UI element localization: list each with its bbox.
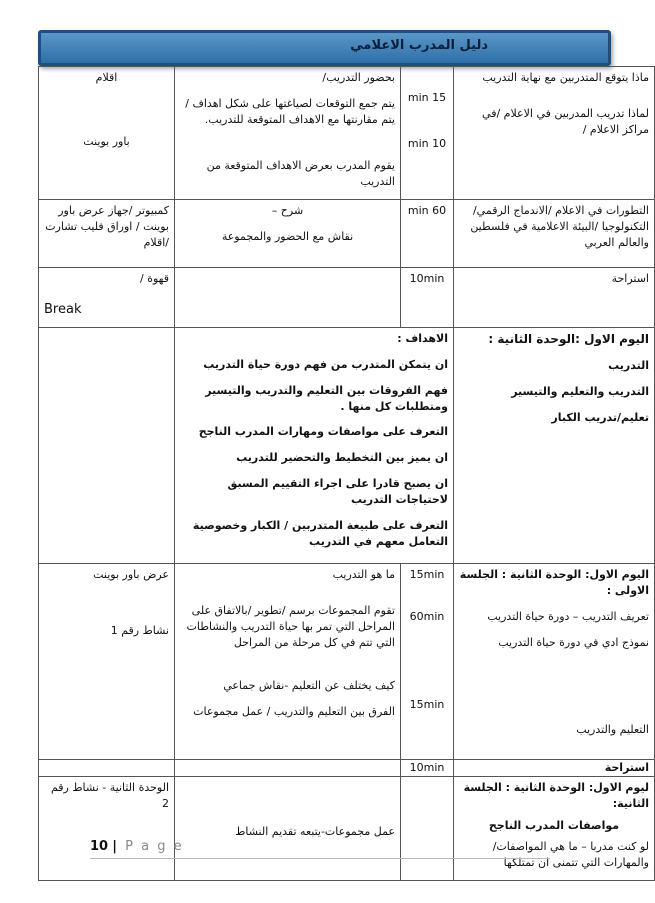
objectives-heading: الاهداف : <box>397 331 448 345</box>
method-text: نقاش مع الحضور والمجموعة <box>221 229 354 243</box>
tools-text: Break <box>44 301 82 317</box>
topic-text: تعليم/تدريب الكبار <box>551 410 649 424</box>
topic-text: لو كنت مدربا – ما هي المواصفات/والمهارات التي تتمنى ان تمتلكها <box>492 840 649 870</box>
tools-cell <box>39 67 175 200</box>
method-cell <box>175 759 401 776</box>
topic-text: التطورات في الاعلام /الاندماج الرقمي/التكنولوجيا /البيئة الاعلامية في فلسطين والعالم العربي <box>470 203 649 249</box>
topic-cell <box>454 759 655 776</box>
tools-text: الوحدة الثانية - نشاط رقم 2 <box>50 780 169 810</box>
topic-cell <box>454 776 655 881</box>
topic-cell <box>454 199 655 267</box>
duration-text: 15min <box>409 567 445 581</box>
session-heading: اليوم الاول: الوحدة الثانية : الجلسة الاولى : <box>459 567 649 597</box>
topic-text: لماذا تدريب المدربين في الاعلام /في مراكز الاعلام / <box>482 106 649 136</box>
objective-text: فهم الفروقات بين التعليم والتدريب والتيسير ومتطلبات كل منها . <box>205 383 448 413</box>
tools-cell <box>39 327 175 563</box>
title-banner <box>38 30 611 66</box>
method-cell <box>175 563 401 759</box>
topic-text: استراحة <box>611 271 649 285</box>
time-cell <box>401 199 454 267</box>
duration-text: 15 min <box>407 91 447 104</box>
objective-text: التعرف على طبيعة المتدربين / الكبار وخصوصية التعامل معهم في التدريب <box>192 519 448 549</box>
method-cell <box>175 776 401 881</box>
topic-text: استراحة <box>604 760 649 774</box>
objective-text: ان يميز بين التخطيط والتحضير للتدريب <box>236 451 448 465</box>
tools-text: اقلام <box>95 71 118 84</box>
tools-text: باور بوينت <box>83 134 130 148</box>
method-cell <box>175 267 401 327</box>
objective-text: ان يصبح قادرا على اجراء التقييم المسبق لاحتياجات التدريب <box>227 477 448 507</box>
method-text: عمل مجموعات-يتبعه تقديم النشاط <box>235 824 395 838</box>
tools-cell <box>39 776 175 881</box>
tools-text: كمبيوتر /جهاز عرض باور بوينت / اوراق فليب تشارت /اقلام <box>45 203 169 249</box>
method-text: يتم جمع التوقعات لصياغتها على شكل اهداف / يتم مقارنتها مع الاهداف المتوقعة للتدريب. <box>185 96 395 126</box>
table-row <box>39 759 655 776</box>
topic-text: ماذا يتوقع المتدربين مع نهاية التدريب <box>482 71 649 84</box>
duration-text: 10min <box>409 271 445 285</box>
topic-cell <box>454 67 655 200</box>
topic-text: التدريب والتعليم والتيسير <box>511 385 649 399</box>
table-row <box>39 67 655 200</box>
page-label: P a g e <box>125 839 184 854</box>
topic-text: التدريب <box>608 359 649 373</box>
duration-text: 60min <box>409 609 445 623</box>
duration-text: 60 min <box>407 203 447 217</box>
tools-text: نشاط رقم 1 <box>110 623 169 637</box>
method-cell <box>175 199 401 267</box>
method-text: يقوم المدرب بعرض الاهداف المتوقعة من التدريب <box>206 158 395 188</box>
time-cell <box>401 759 454 776</box>
topic-text: التعليم والتدريب <box>576 723 649 737</box>
topic-text: تعريف التدريب – دورة حياة التدريب <box>487 609 649 623</box>
table-row <box>39 267 655 327</box>
method-cell <box>175 327 454 563</box>
duration-text: 15min <box>409 697 445 711</box>
training-schedule-table <box>38 66 655 881</box>
objective-text: ان يتمكن المتدرب من فهم دورة حياة التدريب <box>203 357 448 371</box>
topic-text: مواصفات المدرب الناجح <box>488 818 620 832</box>
objective-text: التعرف على مواصفات ومهارات المدرب الناجح <box>198 425 448 439</box>
time-cell <box>401 267 454 327</box>
tools-cell <box>39 563 175 759</box>
duration-text: 10min <box>409 760 445 774</box>
tools-cell <box>39 199 175 267</box>
page-footer <box>90 839 184 854</box>
tools-text: عرض باور بوينت <box>93 567 169 581</box>
time-cell <box>401 776 454 881</box>
method-cell <box>175 67 401 200</box>
session-heading: ليوم الاول: الوحدة الثانية : الجلسة الثانية: <box>463 780 649 810</box>
page-separator: | <box>112 839 117 854</box>
method-text: تقوم المجموعات برسم /تطوير /بالاتفاق على المراحل التي تمر بها حياة التدريب والنشاطات التي تتم في كل مرحلة من المراحل <box>186 603 395 649</box>
table-row <box>39 563 655 759</box>
topic-cell <box>454 267 655 327</box>
time-cell <box>401 563 454 759</box>
method-text: الفرق بين التعليم والتدريب / عمل مجموعات <box>193 705 395 719</box>
document-title: دليل المدرب الاعلامي <box>350 38 488 53</box>
footer-divider <box>90 858 550 859</box>
tools-cell <box>39 759 175 776</box>
topic-heading: اليوم الاول :الوحدة الثانية : <box>488 331 649 346</box>
table-row <box>39 327 655 563</box>
method-text: شرح – <box>271 203 304 217</box>
table-row <box>39 776 655 881</box>
topic-cell <box>454 327 655 563</box>
topic-cell <box>454 563 655 759</box>
page-number: 10 <box>90 839 109 854</box>
topic-text: نموذج ادي في دورة حياة التدريب <box>498 635 649 649</box>
method-text: ما هو التدريب <box>332 567 395 581</box>
duration-text: 10 min <box>407 136 447 150</box>
method-text: بحضور التدريب/ <box>322 71 395 84</box>
table-row <box>39 199 655 267</box>
tools-text: قهوة / <box>140 271 169 285</box>
tools-cell <box>39 267 175 327</box>
method-text: كيف يختلف عن التعليم -نقاش جماعي <box>223 679 395 693</box>
time-cell <box>401 67 454 200</box>
